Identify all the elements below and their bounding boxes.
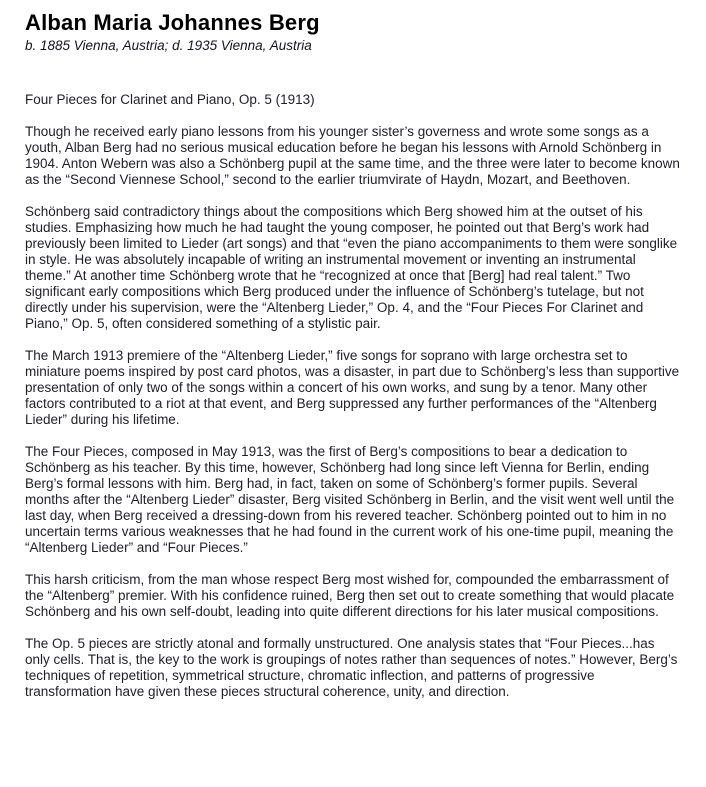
paragraph: The March 1913 premiere of the “Altenberg Lieder,” five songs for soprano with large orchestra set to miniature poems inspired by post card photos, was a disaster, in part due to Schönberg’s less than supportive presentation of only two of the songs within a concert of his own works, and sung by a tenor. Many other factors contributed to a riot at that event, and Berg suppressed any further performances of the “Altenberg Lieder” during his lifetime. <box>25 348 680 427</box>
work-heading: Four Pieces for Clarinet and Piano, Op. 5 (1913) <box>25 92 315 107</box>
paragraph: The Op. 5 pieces are strictly atonal and formally unstructured. One analysis states that “Four Pieces...has only cells. That is, the key to the work is groupings of notes rather than sequences of notes.” However, Berg’s techniques of repetition, symmetrical structure, chromatic inflection, and patterns of progressive transformation have given these pieces structural coherence, unity, and direction. <box>25 636 678 699</box>
page-title: Alban Maria Johannes Berg <box>25 10 320 35</box>
article-body <box>25 124 680 700</box>
paragraph: Schönberg said contradictory things about the compositions which Berg showed him at the outset of his studies. Emphasizing how much he had taught the young composer, he pointed out that Berg’s work had previously been limited to Lieder (art songs) and that “even the piano accompaniments to them were songlike in style. He was absolutely incapable of writing an instrumental movement or inventing an instrumental theme.” At another time Schönberg wrote that he “recognized at once that [Berg] had real talent.” Two significant early compositions which Berg produced under the influence of Schönberg’s tutelage, but not directly under his supervision, were the “Altenberg Lieder,” Op. 4, and the “Four Pieces For Clarinet and Piano,” Op. 5, often considered something of a stylistic pair. <box>25 204 678 331</box>
paragraph: This harsh criticism, from the man whose respect Berg most wished for, compounded the embarrassment of the “Altenberg” premier. With his confidence ruined, Berg then set out to create something that would placate Schönberg and his own self-doubt, leading into quite different directions for his later musical compositions. <box>25 572 675 619</box>
paragraph: The Four Pieces, composed in May 1913, was the first of Berg’s compositions to bear a dedication to Schönberg as his teacher. By this time, however, Schönberg had long since left Vienna for Berlin, ending Berg’s formal lessons with him. Berg had, in fact, taken on some of Schönberg’s former pupils. Several months after the “Altenberg Lieder” disaster, Berg visited Schönberg in Berlin, and the visit went well until the last day, when Berg received a dressing-down from his revered teacher. Schönberg pointed out to him in no uncertain terms various weaknesses that he had found in the current work of his one-time pupil, meaning the “Altenberg Lieder” and “Four Pieces.” <box>25 444 675 555</box>
paragraph: Though he received early piano lessons from his younger sister’s governess and wrote some songs as a youth, Alban Berg had no serious musical education before he began his lessons with Arnold Schönberg in 1904. Anton Webern was also a Schönberg pupil at the same time, and the three were later to become known as the “Second Viennese School,” second to the earlier triumvirate of Haydn, Mozart, and Beethoven. <box>25 124 680 187</box>
composer-dates: b. 1885 Vienna, Austria; d. 1935 Vienna, Austria <box>25 38 312 53</box>
document-header <box>25 11 680 54</box>
